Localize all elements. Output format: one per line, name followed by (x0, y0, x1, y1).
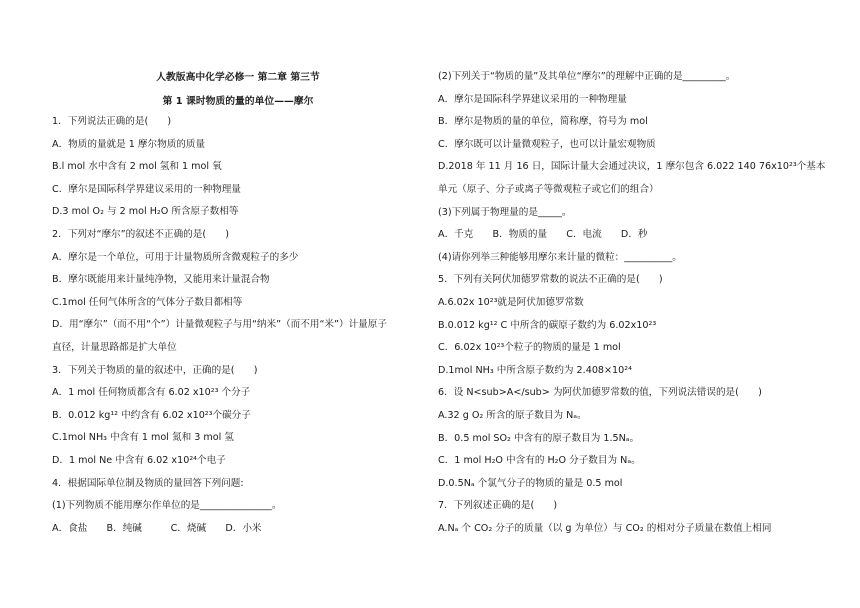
question-6-option-b: B．0.5 mol SO₂ 中含有的原子数目为 1.5Nₐ。 (438, 432, 640, 444)
question-1-stem: 1．下列说法正确的是( ) (52, 116, 172, 127)
page-title: 人教版高中化学必修一 第二章 第三节 (156, 72, 320, 83)
title-spacer (52, 66, 424, 111)
question-3-option-b: B．0.012 kg¹² 中约含有 6.02 x10²³个碳分子 (52, 409, 251, 421)
question-4-stem: 4．根据国际单位制及物质的量回答下列问题: (52, 477, 244, 489)
question-6-option-a: A.32 g O₂ 所含的原子数目为 Nₐ。 (438, 409, 587, 421)
question-4-part-2-option-c: C．摩尔既可以计量微观粒子，也可以计量宏观物质 (438, 138, 656, 150)
question-4-part-4: (4)请你列举三种能够用摩尔来计量的微粒：__________。 (438, 251, 682, 263)
question-2-option-c: C.1mol 任何气体所含的气体分子数目都相等 (52, 296, 243, 308)
page-subtitle: 第 1 课时物质的量的单位——摩尔 (162, 96, 314, 107)
question-2-stem: 2．下列对“摩尔”的叙述不正确的是( ) (52, 228, 230, 240)
question-7-option-a: A.Nₐ 个 CO₂ 分子的质量（以 g 为单位）与 CO₂ 的相对分子质量在数值上相同 (438, 522, 772, 534)
question-1-option-d: D.3 mol O₂ 与 2 mol H₂O 所含原子数相等 (52, 206, 239, 218)
question-1-option-c: C．摩尔是国际科学界建议采用的一种物理量 (52, 183, 241, 195)
question-5-option-d: D.1mol NH₃ 中所含原子数约为 2.408×10²⁴ (438, 364, 632, 376)
question-4-part-2: (2)下列关于“物质的量”及其单位“摩尔”的理解中正确的是_________。 (438, 71, 736, 82)
question-5-stem: 5．下列有关阿伏加德罗常数的说法不正确的是( ) (438, 274, 663, 286)
question-4-part-2-option-b: B．摩尔是物质的量的单位，简称摩，符号为 mol (438, 116, 648, 128)
question-4-part-3: (3)下列属于物理量的是_____。 (438, 206, 572, 218)
right-column (438, 66, 826, 540)
question-6-stem: 6．设 N<sub>A</sub> 为阿伏加德罗常数的值，下列说法错误的是( ) (438, 387, 762, 399)
question-4-part-1: (1)下列物质不能用摩尔作单位的是_______________。 (52, 500, 282, 512)
question-5-option-b: B.0.012 kg¹² C 中所含的碳原子数约为 6.02x10²³ (438, 319, 657, 331)
question-4-part-2-option-a: A．摩尔是国际科学界建议采用的一种物理量 (438, 93, 627, 105)
question-3-option-d: D．1 mol Ne 中含有 6.02 x10²⁴个电子 (52, 454, 226, 466)
question-2-option-d: D．用“摩尔”（而不用“个”）计量微观粒子与用“纳米”（而不用“米”）计量原子 (52, 319, 387, 331)
question-2-option-a: A．摩尔是一个单位，可用于计量物质所含微观粒子的多少 (52, 251, 299, 263)
question-3-option-c: C.1mol NH₃ 中含有 1 mol 氮和 3 mol 氢 (52, 432, 234, 444)
question-6-option-d: D.0.5Nₐ 个氯气分子的物质的量是 0.5 mol (438, 477, 623, 489)
left-column (52, 66, 424, 540)
question-5-option-c: C．6.02x 10²³个粒子的物质的量是 1 mol (438, 342, 621, 354)
question-4-part-1-options: A．食盐 B．纯碱 C．烧碱 D．小米 (52, 522, 262, 534)
question-4-part-2-option-d: D.2018 年 11 月 16 日，国际计量大会通过决议，1 摩尔包含 6.022 140 76x10²³个基本 (438, 161, 826, 173)
question-4-part-3-options: A．千克 B．物质的量 C．电流 D．秒 (438, 229, 648, 241)
question-3-stem: 3．下列关于物质的量的叙述中，正确的是( ) (52, 364, 258, 376)
question-1-option-b: B.l mol 水中含有 2 mol 氢和 1 mol 氧 (52, 161, 222, 173)
question-6-option-c: C．1 mol H₂O 中含有的 H₂O 分子数目为 Nₐ。 (438, 455, 641, 467)
question-1-option-a: A．物质的量就是 1 摩尔物质的质量 (52, 138, 206, 150)
question-4-part-2-option-d-continued: 单元（原子、分子或离子等微观粒子或它们的组合） (438, 183, 659, 195)
question-2-option-d-continued: 直径，计量思路都是扩大单位 (52, 341, 177, 353)
question-5-option-a: A.6.02x 10²³就是阿伏加德罗常数 (438, 296, 584, 308)
question-3-option-a: A．1 mol 任何物质都含有 6.02 x10²³ 个分子 (52, 387, 251, 399)
question-7-stem: 7．下列叙述正确的是( ) (438, 500, 558, 512)
question-2-option-b: B．摩尔既能用来计量纯净物，又能用来计量混合物 (52, 274, 270, 286)
